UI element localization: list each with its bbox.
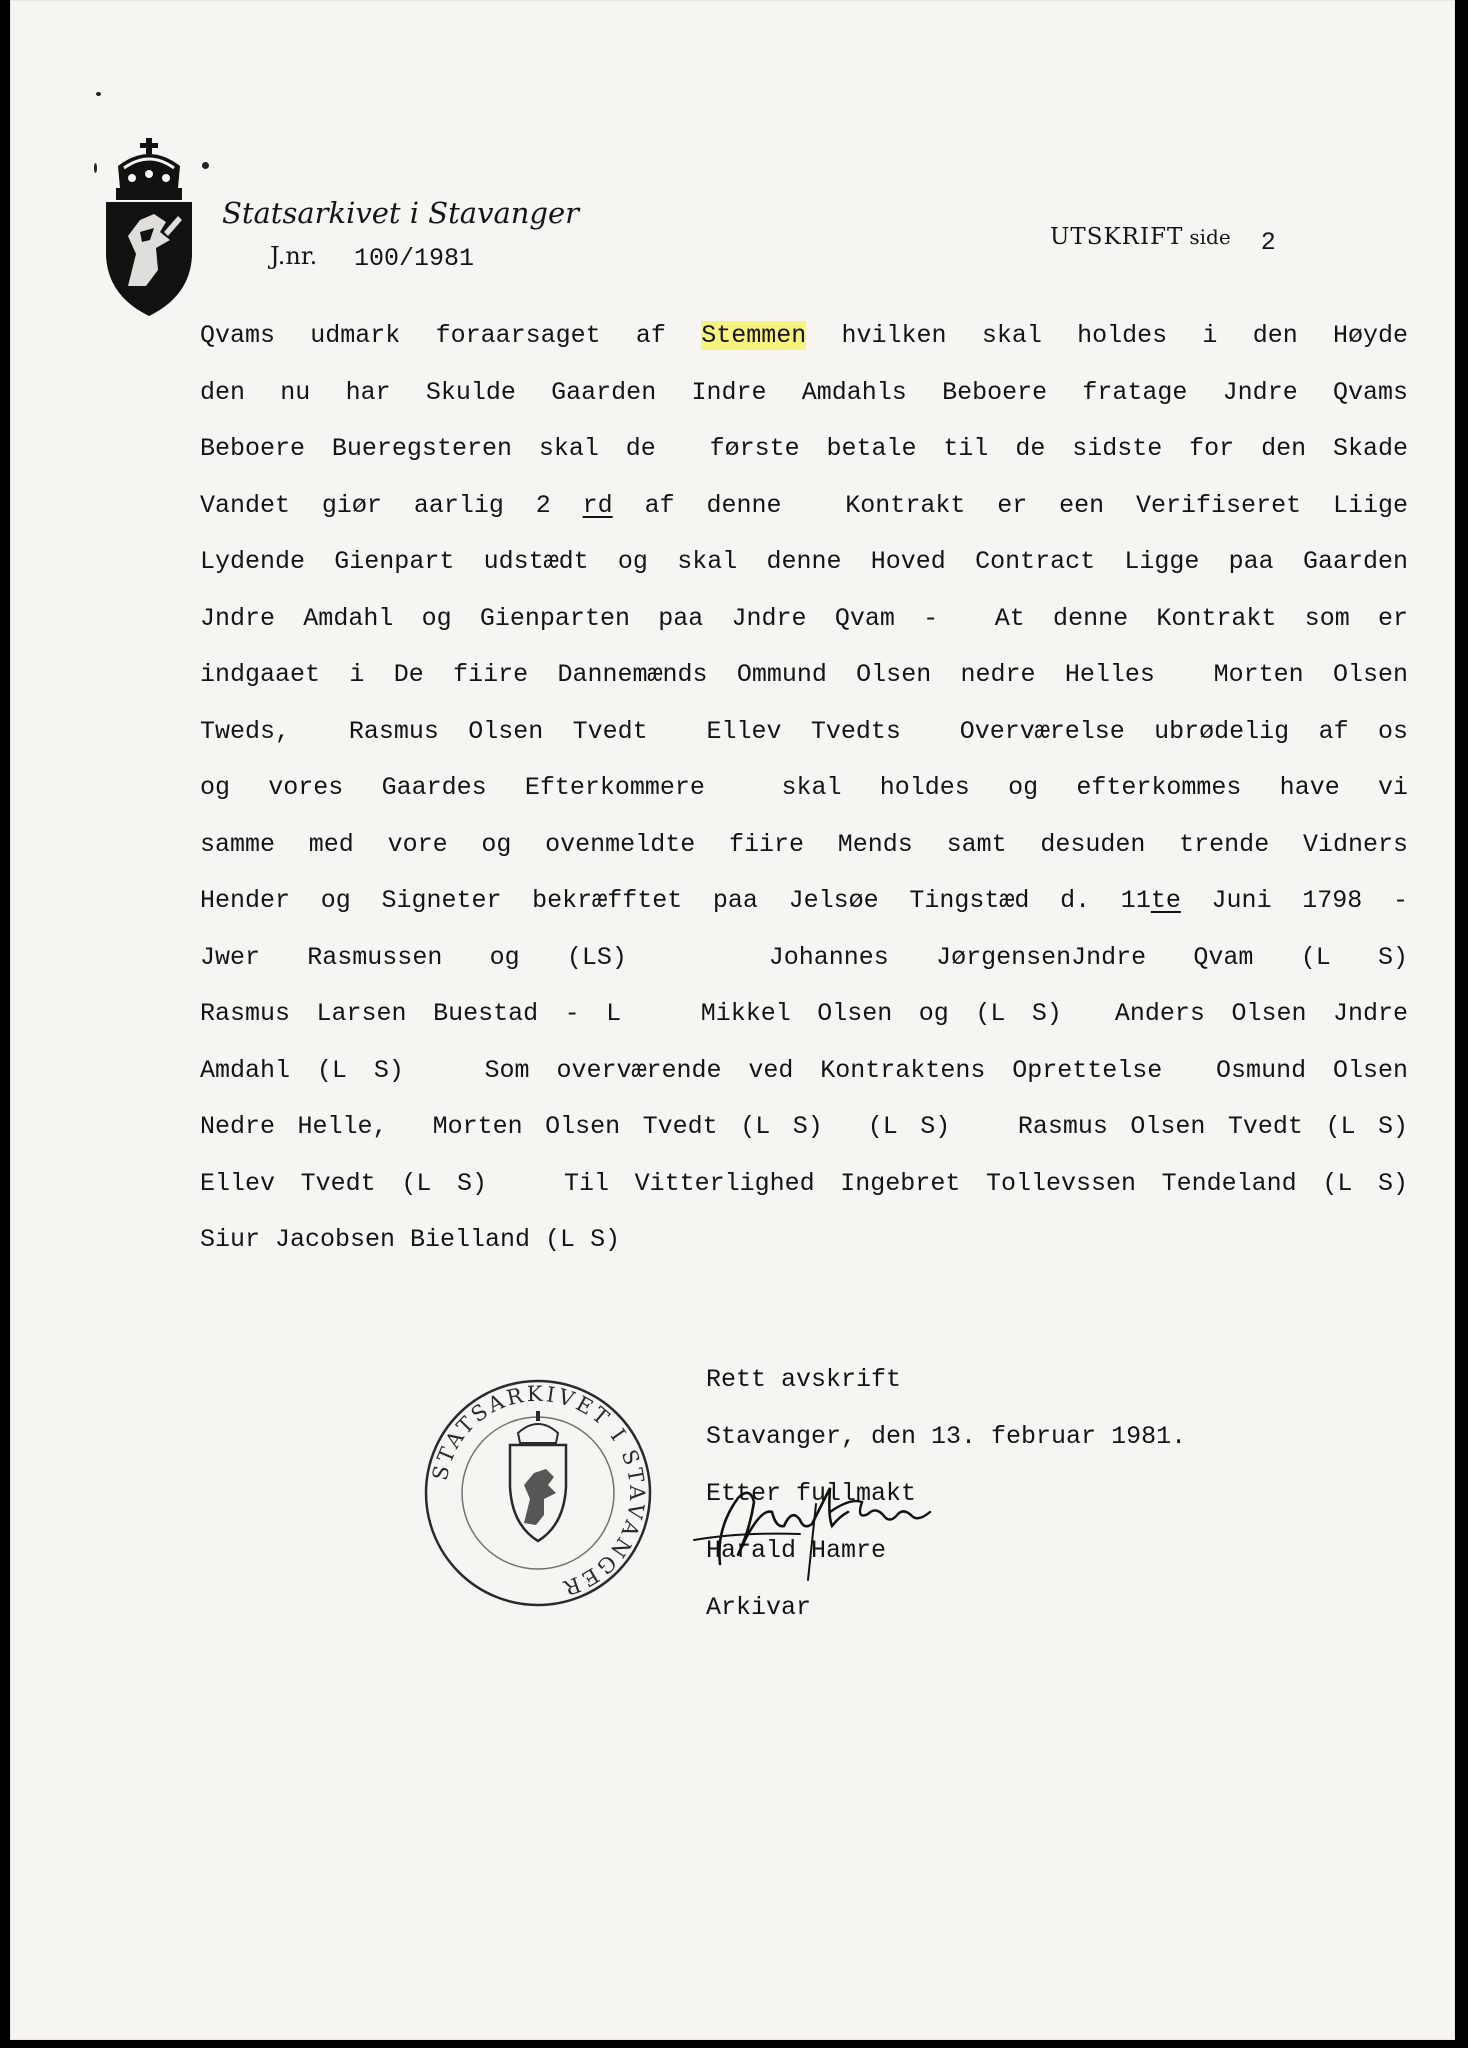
certification-line: Rett avskrift <box>706 1365 902 1394</box>
utskrift-label: UTSKRIFT <box>1050 224 1184 250</box>
transcript-line: Rasmus Larsen Buestad - L Mikkel Olsen og (L S) Anders Olsen Jndre <box>200 999 1408 1028</box>
seal-text: STATSARKIVET I STAVANGER <box>427 1381 650 1601</box>
transcript-line: Hender og Signeter bekræfftet paa Jelsøe Tingstæd d. 11te Juni 1798 - <box>200 886 1409 915</box>
archive-seal-stamp <box>420 1375 656 1611</box>
handwritten-signature <box>680 1468 960 1588</box>
certification-line: Etter fullmakt <box>706 1479 917 1508</box>
transcript-line: den nu har Skulde Gaarden Indre Amdahls Beboere fratage Jndre Qvams <box>200 377 1408 407</box>
transcript-line: Jwer Rasmussen og (LS) Johannes JørgensenJndre Qvam (L S) <box>200 942 1408 972</box>
transcript-line: Tweds, Rasmus Olsen Tvedt Ellev Tvedts Overværelse ubrødelig af os <box>200 716 1408 746</box>
certification-line: Stavanger, den 13. februar 1981. <box>706 1422 1187 1451</box>
page-number: 2 <box>1260 228 1277 257</box>
archive-name: Statsarkivet i Stavanger <box>222 196 580 230</box>
transcript-line: Ellev Tvedt (L S) Til Vitterlighed Ingebret Tollevssen Tendeland (L S) <box>200 1168 1408 1198</box>
transcript-body <box>200 308 1408 1269</box>
transcript-line: Beboere Bueregsteren skal de første betale til de sidste for den Skade <box>200 434 1408 463</box>
journal-number-value: 100/1981 <box>354 244 475 273</box>
transcript-page-label <box>1050 223 1277 257</box>
coat-of-arms-icon <box>98 136 200 318</box>
transcript-line: Siur Jacobsen Bielland (L S) <box>200 1225 621 1254</box>
document-page <box>10 0 1455 2040</box>
ink-speck <box>96 92 101 96</box>
ink-speck <box>94 163 97 173</box>
highlighted-word: Stemmen <box>701 321 807 350</box>
transcript-line: Qvams udmark foraarsaget af Stemmen hvilken skal holdes i den Høyde <box>200 321 1408 350</box>
side-label: side <box>1189 225 1231 249</box>
transcript-line: Amdahl (L S) Som overværende ved Kontraktens Oprettelse Osmund Olsen <box>200 1055 1408 1085</box>
transcript-line: og vores Gaardes Efterkommere skal holdes og efterkommes have vi <box>200 773 1408 802</box>
transcript-line: Jndre Amdahl og Gienparten paa Jndre Qvam - At denne Kontrakt som er <box>200 603 1408 633</box>
journal-number-label: J.nr. <box>270 242 318 270</box>
transcript-line: samme med vore og ovenmeldte fiire Mends samt desuden trende Vidners <box>200 829 1408 859</box>
transcript-line: Vandet giør aarlig 2 rd af denne Kontrakt er een Verifiseret Liige <box>200 490 1408 520</box>
transcript-line: Lydende Gienpart udstædt og skal denne Hoved Contract Ligge paa Gaarden <box>200 547 1408 576</box>
underlined-abbreviation: rd <box>582 490 613 520</box>
underlined-abbreviation: te <box>1150 886 1181 915</box>
transcript-line: indgaaet i De fiire Dannemænds Ommund Olsen nedre Helles Morten Olsen <box>200 660 1408 689</box>
certification-line: Harald Hamre <box>706 1536 887 1565</box>
certification-line: Arkivar <box>706 1593 812 1622</box>
ink-speck <box>202 162 209 169</box>
transcript-line: Nedre Helle, Morten Olsen Tvedt (L S) (L S) Rasmus Olsen Tvedt (L S) <box>200 1112 1408 1141</box>
